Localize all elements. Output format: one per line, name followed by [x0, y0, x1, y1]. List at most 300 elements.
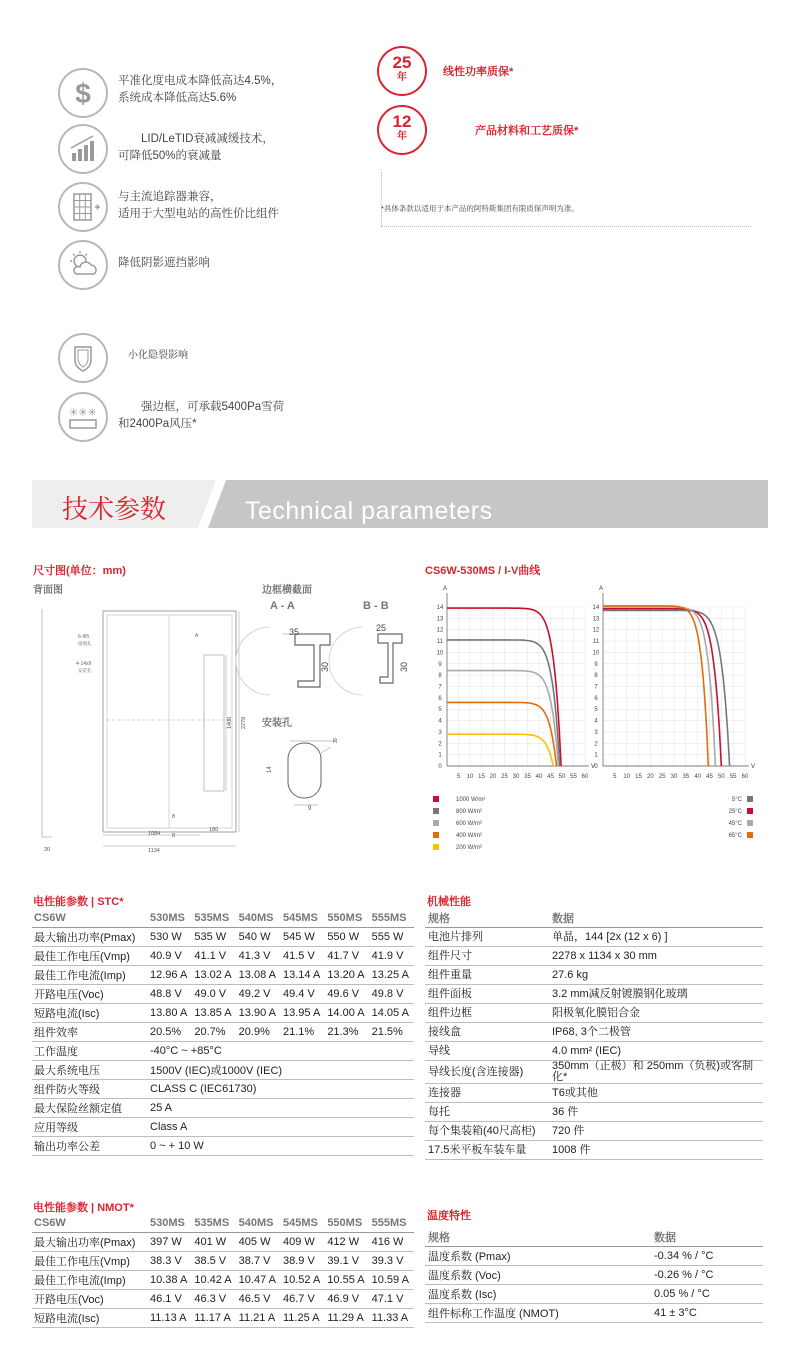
table-row	[425, 1304, 763, 1323]
column-header: 550MS	[325, 909, 369, 928]
temp-table	[425, 1228, 763, 1323]
row-label: 电池片排列	[425, 928, 549, 947]
y-tick-label: 4	[594, 718, 598, 725]
table-cell: 41.5 V	[281, 947, 325, 966]
table-row	[32, 985, 414, 1004]
row-label: 最佳工作电流(Imp)	[32, 966, 148, 985]
legend-swatch-temp	[747, 820, 753, 826]
table-cell: 单晶，144 [2x (12 x 6) ]	[549, 928, 763, 947]
y-tick-label: 14	[436, 605, 444, 611]
table-cell: 13.90 A	[237, 1004, 281, 1023]
bar-chart-icon	[58, 124, 108, 174]
legend-label-irr: 600 W/m²	[456, 821, 483, 827]
dims-bb-label: B - B	[363, 600, 389, 612]
table-cell: 38.7 V	[237, 1252, 281, 1271]
table-cell: 21.5%	[370, 1023, 414, 1042]
table-cell: 535 W	[192, 928, 236, 947]
table-cell: 11.21 A	[237, 1309, 281, 1328]
note-d1b: 接地孔	[78, 641, 92, 646]
table-cell: 38.9 V	[281, 1252, 325, 1271]
table-row	[32, 1309, 414, 1328]
table-row	[32, 1252, 414, 1271]
row-label: 开路电压(Voc)	[32, 985, 148, 1004]
table-row	[425, 1004, 763, 1023]
table-row	[425, 1084, 763, 1103]
row-label: 工作温度	[32, 1042, 148, 1061]
dim-hole-9: 9	[308, 806, 312, 812]
note-d1: 6-Φ5	[78, 634, 90, 640]
section-banner	[32, 480, 768, 528]
shield-icon	[58, 333, 108, 383]
legend-label-irr: 1000 W/m²	[456, 797, 486, 803]
table-header-row	[32, 1214, 414, 1233]
column-header: 数据	[549, 909, 763, 928]
dim-1400: 1400	[227, 716, 233, 729]
legend-label-irr: 200 W/m²	[456, 845, 483, 851]
legend-swatch-irr	[433, 820, 439, 826]
nmot-table	[32, 1214, 414, 1328]
column-header: 535MS	[192, 1214, 236, 1233]
row-label: 连接器	[425, 1084, 549, 1103]
x-tick-label: 25	[501, 774, 508, 780]
table-cell: 530 W	[148, 928, 192, 947]
table-cell: 46.3 V	[192, 1290, 236, 1309]
column-header: 540MS	[237, 909, 281, 928]
banner-title-cn: 技术参数	[62, 495, 167, 525]
row-label: 温度系数 (Isc)	[425, 1285, 651, 1304]
table-cell: 397 W	[148, 1233, 192, 1252]
table-row	[32, 1233, 414, 1252]
table-cell: 405 W	[237, 1233, 281, 1252]
table-header-row	[425, 1228, 763, 1247]
table-cell: 11.13 A	[148, 1309, 192, 1328]
column-header: 规格	[425, 909, 549, 928]
dims-hole-label: 安装孔	[262, 718, 292, 729]
row-label: 温度系数 (Voc)	[425, 1266, 651, 1285]
table-cell: 46.5 V	[237, 1290, 281, 1309]
snow-frame-icon	[58, 392, 108, 442]
row-label: 短路电流(Isc)	[32, 1309, 148, 1328]
row-label: 温度系数 (Pmax)	[425, 1247, 651, 1266]
table-cell: 46.9 V	[325, 1290, 369, 1309]
column-header: 555MS	[370, 909, 414, 928]
y-tick-label: 8	[594, 673, 598, 680]
table-cell: 20.9%	[237, 1023, 281, 1042]
table-cell: 416 W	[370, 1233, 414, 1252]
x-tick-label: 35	[524, 774, 531, 780]
row-label: 导线	[425, 1042, 549, 1061]
row-label: 组件边框	[425, 1004, 549, 1023]
table-cell: 1008 件	[549, 1141, 763, 1160]
table-cell: Class A	[148, 1118, 414, 1137]
table-cell: 1500V (IEC)或1000V (IEC)	[148, 1061, 414, 1080]
table-header-row	[425, 909, 763, 928]
x-tick-label: 60	[741, 774, 749, 780]
table-cell: 11.17 A	[192, 1309, 236, 1328]
legend-swatch-temp	[747, 808, 753, 814]
table-row	[425, 966, 763, 985]
y-unit-label: A	[598, 586, 604, 592]
x-tick-label: 5	[613, 774, 617, 780]
dollar-icon	[58, 68, 108, 118]
table-cell: 12.96 A	[148, 966, 192, 985]
dims-aa-label: A - A	[270, 600, 295, 612]
row-label: 组件防火等级	[32, 1080, 148, 1099]
legend-swatch-temp	[747, 832, 753, 838]
y-tick-label: 10	[436, 650, 444, 657]
feature-text-6: 强边框，可承载5400Pa雪荷 和2400Pa风压*	[118, 401, 285, 430]
table-cell: 20.7%	[192, 1023, 236, 1042]
legend-swatch-irr	[433, 844, 439, 850]
y-tick-label: 7	[594, 684, 598, 691]
table-cell: 2278 x 1134 x 30 mm	[549, 947, 763, 966]
table-row	[32, 1118, 414, 1137]
x-tick-label: 40	[535, 774, 543, 780]
table-cell: 4.0 mm² (IEC)	[549, 1042, 763, 1061]
table-cell: 13.08 A	[237, 966, 281, 985]
table-cell: 46.1 V	[148, 1290, 192, 1309]
dim-bb-25: 25	[376, 623, 387, 633]
legend-swatch-temp	[747, 796, 753, 802]
table-row	[32, 1042, 414, 1061]
row-label: 接线盒	[425, 1023, 549, 1042]
dimension-drawing	[30, 605, 420, 860]
table-cell: -40°C ~ +85°C	[148, 1042, 414, 1061]
table-row	[32, 1099, 414, 1118]
y-tick-label: 1	[594, 752, 598, 759]
row-label: 组件效率	[32, 1023, 148, 1042]
sun-cloud-icon	[58, 240, 108, 290]
table-cell: 13.95 A	[281, 1004, 325, 1023]
x-tick-label: 45	[706, 774, 713, 780]
table-cell: 38.5 V	[192, 1252, 236, 1271]
dim-hole-14: 14	[267, 766, 273, 773]
x-tick-label: 40	[694, 774, 702, 780]
dim-1134: 1134	[148, 848, 160, 854]
table-cell: 10.55 A	[325, 1271, 369, 1290]
table-cell: 阳极氧化膜铝合金	[549, 1004, 763, 1023]
table-cell: 48.8 V	[148, 985, 192, 1004]
warranty-note-underline	[381, 226, 751, 227]
y-tick-label: 12	[592, 627, 600, 634]
table-row	[32, 1271, 414, 1290]
column-header: 530MS	[148, 909, 192, 928]
table-cell: 10.38 A	[148, 1271, 192, 1290]
dim-2278: 2278	[241, 716, 247, 729]
x-tick-label: 15	[635, 774, 642, 780]
row-label: 组件尺寸	[425, 947, 549, 966]
x-tick-label: 5	[456, 774, 461, 780]
column-header: 数据	[651, 1228, 763, 1247]
table-row	[425, 1023, 763, 1042]
legend-swatch-irr	[433, 808, 439, 814]
table-row	[425, 1141, 763, 1160]
table-cell: 49.0 V	[192, 985, 236, 1004]
feature-text-4: 降低阴影遮挡影响	[118, 257, 210, 269]
row-label: 开路电压(Voc)	[32, 1290, 148, 1309]
table-cell: 409 W	[281, 1233, 325, 1252]
row-label: 17.5米平板车装车量	[425, 1141, 549, 1160]
y-tick-label: 14	[592, 605, 600, 611]
feature-text-1: 平准化度电成本降低高达4.5%， 系统成本降低高达5.6%	[118, 75, 283, 104]
row-label: 组件重量	[425, 966, 549, 985]
row-label: 组件标称工作温度 (NMOT)	[425, 1304, 651, 1323]
table-row	[32, 1023, 414, 1042]
legend-swatch-irr	[433, 796, 439, 802]
dims-frame-label: 边框横截面	[262, 585, 312, 596]
column-header: 535MS	[192, 909, 236, 928]
table-row	[425, 985, 763, 1004]
y-tick-label: 11	[592, 639, 600, 646]
y-tick-label: 5	[438, 707, 442, 714]
table-cell: CLASS C (IEC61730)	[148, 1080, 414, 1099]
table-row	[425, 1122, 763, 1141]
y-tick-label: 4	[438, 718, 442, 725]
table-cell: 41.3 V	[237, 947, 281, 966]
label-b2: B	[172, 833, 176, 839]
table-header-row	[32, 909, 414, 928]
iv-title: CS6W-530MS / I-V曲线	[425, 565, 541, 577]
legend-label-temp: 65°C	[728, 833, 742, 839]
y-tick-label: 13	[592, 616, 600, 623]
table-cell: 10.47 A	[237, 1271, 281, 1290]
table-cell: 49.8 V	[370, 985, 414, 1004]
y-tick-label: 0	[594, 764, 598, 770]
column-header: CS6W	[32, 909, 148, 928]
table-cell: T6或其他	[549, 1084, 763, 1103]
table-cell: 14.05 A	[370, 1004, 414, 1023]
y-tick-label: 12	[436, 627, 444, 634]
table-cell: 41 ± 3°C	[651, 1304, 763, 1323]
y-tick-label: 13	[436, 616, 444, 623]
table-cell: 11.33 A	[370, 1309, 414, 1328]
table-cell: 41.7 V	[325, 947, 369, 966]
table-cell: 49.2 V	[237, 985, 281, 1004]
svg-text:$: $	[75, 78, 91, 109]
row-label: 最大输出功率(Pmax)	[32, 928, 148, 947]
dim-1084: 1084	[148, 831, 161, 837]
legend-swatch-irr	[433, 832, 439, 838]
table-cell: 20.5%	[148, 1023, 192, 1042]
table-row	[32, 1080, 414, 1099]
table-cell: 545 W	[281, 928, 325, 947]
x-tick-label: 25	[658, 774, 666, 780]
y-tick-label: 5	[594, 707, 598, 714]
stc-title: 电性能参数 | STC*	[33, 896, 124, 908]
table-cell: 412 W	[325, 1233, 369, 1252]
table-cell: 350mm（正极）和 250mm（负极)或客制化*	[549, 1061, 763, 1084]
table-cell: 13.25 A	[370, 966, 414, 985]
legend-label-temp: 5°C	[731, 797, 742, 803]
feature-text-5: 小化隐裂影响	[128, 350, 188, 361]
row-label: 组件面板	[425, 985, 549, 1004]
note-d2b: 安装孔	[78, 668, 92, 673]
y-tick-label: 6	[438, 695, 442, 702]
dim-aa-35: 35	[289, 627, 300, 637]
legend-label-irr: 800 W/m²	[456, 809, 483, 815]
iv-chart	[420, 578, 775, 863]
dim-bb-30: 30	[399, 661, 409, 672]
nmot-title: 电性能参数 | NMOT*	[33, 1202, 134, 1214]
solar-panel-icon	[58, 182, 108, 232]
table-cell: 10.59 A	[370, 1271, 414, 1290]
table-cell: 13.20 A	[325, 966, 369, 985]
feature-text-2: LID/LeTID衰减减缓技术， 可降低50%的衰减量	[118, 133, 274, 162]
table-cell: 49.6 V	[325, 985, 369, 1004]
feature-text-3: 与主流追踪器兼容， 适用于大型电站的高性价比组件	[118, 191, 279, 220]
table-cell: 39.3 V	[370, 1252, 414, 1271]
x-unit-label: V	[590, 764, 596, 770]
table-row	[32, 1004, 414, 1023]
dim-30: 30	[44, 847, 51, 853]
table-row	[32, 947, 414, 966]
table-cell: IP68, 3个二极管	[549, 1023, 763, 1042]
y-tick-label: 9	[438, 661, 442, 668]
table-cell: -0.34 % / °C	[651, 1247, 763, 1266]
row-label: 导线长度(含连接器)	[425, 1061, 549, 1084]
y-tick-label: 2	[438, 741, 442, 748]
table-cell: 40.9 V	[148, 947, 192, 966]
y-tick-label: 9	[594, 661, 598, 668]
row-label: 每个集装箱(40尺高柜)	[425, 1122, 549, 1141]
table-cell: 13.85 A	[192, 1004, 236, 1023]
label-a-top: A	[195, 633, 199, 639]
table-cell: 41.1 V	[192, 947, 236, 966]
column-header: 530MS	[148, 1214, 192, 1233]
table-cell: 13.02 A	[192, 966, 236, 985]
table-cell: 555 W	[370, 928, 414, 947]
row-label: 输出功率公差	[32, 1137, 148, 1156]
warranty-divider	[381, 172, 382, 226]
table-cell: 36 件	[549, 1103, 763, 1122]
warranty-badge-12: 12 年	[377, 105, 427, 155]
x-tick-label: 45	[547, 774, 554, 780]
column-header: 545MS	[281, 909, 325, 928]
x-tick-label: 10	[623, 774, 631, 780]
y-unit-label: A	[442, 586, 448, 592]
legend-label-temp: 25°C	[728, 809, 742, 815]
row-label: 最大系统电压	[32, 1061, 148, 1080]
table-cell: 540 W	[237, 928, 281, 947]
y-tick-label: 6	[594, 695, 598, 702]
warranty-label-2: 产品材料和工艺质保*	[475, 125, 579, 137]
warranty-badge-25: 25 年	[377, 46, 427, 96]
x-tick-label: 50	[717, 774, 725, 780]
label-b-bottom: B	[172, 814, 176, 820]
x-unit-label: V	[750, 764, 756, 770]
row-label: 每托	[425, 1103, 549, 1122]
table-row	[32, 1061, 414, 1080]
row-label: 最佳工作电流(Imp)	[32, 1271, 148, 1290]
table-cell: 11.25 A	[281, 1309, 325, 1328]
legend-label-irr: 400 W/m²	[456, 833, 483, 839]
mech-title: 机械性能	[427, 896, 471, 908]
table-cell: 10.52 A	[281, 1271, 325, 1290]
table-row	[425, 928, 763, 947]
table-cell: 46.7 V	[281, 1290, 325, 1309]
row-label: 短路电流(Isc)	[32, 1004, 148, 1023]
y-tick-label: 7	[438, 684, 442, 691]
table-cell: 720 件	[549, 1122, 763, 1141]
table-cell: 550 W	[325, 928, 369, 947]
x-tick-label: 55	[570, 774, 577, 780]
column-header: CS6W	[32, 1214, 148, 1233]
table-row	[425, 947, 763, 966]
row-label: 最佳工作电压(Vmp)	[32, 947, 148, 966]
legend-label-temp: 45°C	[728, 821, 742, 827]
x-tick-label: 50	[558, 774, 566, 780]
table-cell: 11.29 A	[325, 1309, 369, 1328]
table-cell: 21.1%	[281, 1023, 325, 1042]
x-tick-label: 20	[489, 774, 497, 780]
table-row	[425, 1247, 763, 1266]
x-tick-label: 60	[581, 774, 589, 780]
iv-curve-0-4	[447, 734, 553, 766]
table-row	[32, 1137, 414, 1156]
table-cell: 0.05 % / °C	[651, 1285, 763, 1304]
dim-180: 180	[209, 827, 219, 833]
table-row	[425, 1266, 763, 1285]
table-cell: 41.9 V	[370, 947, 414, 966]
table-row	[425, 1285, 763, 1304]
table-cell: 21.3%	[325, 1023, 369, 1042]
x-tick-label: 35	[682, 774, 690, 780]
warranty-note: *具体条款以适用于本产品的阿特斯集团有限质保声明为准。	[381, 204, 579, 213]
y-tick-label: 2	[594, 741, 598, 748]
y-tick-label: 1	[438, 752, 442, 759]
table-cell: 38.3 V	[148, 1252, 192, 1271]
x-tick-label: 30	[670, 774, 678, 780]
stc-table	[32, 909, 414, 1156]
table-row	[32, 1290, 414, 1309]
column-header: 540MS	[237, 1214, 281, 1233]
table-row	[32, 928, 414, 947]
table-row	[425, 1103, 763, 1122]
row-label: 最佳工作电压(Vmp)	[32, 1252, 148, 1271]
column-header: 555MS	[370, 1214, 414, 1233]
x-tick-label: 20	[646, 774, 654, 780]
temp-title: 温度特性	[427, 1210, 471, 1222]
table-cell: 14.00 A	[325, 1004, 369, 1023]
row-label: 最大保险丝额定值	[32, 1099, 148, 1118]
panel-outline	[103, 611, 236, 832]
svg-text:✳✳✳: ✳✳✳	[69, 407, 97, 419]
row-label: 应用等级	[32, 1118, 148, 1137]
table-cell: 27.6 kg	[549, 966, 763, 985]
table-row	[425, 1061, 763, 1084]
table-cell: 39.1 V	[325, 1252, 369, 1271]
table-cell: -0.26 % / °C	[651, 1266, 763, 1285]
x-tick-label: 15	[478, 774, 485, 780]
dim-aa-30: 30	[320, 661, 330, 672]
warranty-label-1: 线性功率质保*	[443, 66, 514, 78]
table-cell: 49.4 V	[281, 985, 325, 1004]
x-tick-label: 55	[729, 774, 737, 780]
table-cell: 13.14 A	[281, 966, 325, 985]
table-row	[425, 1042, 763, 1061]
banner-title-en: Technical parameters	[245, 497, 493, 525]
table-cell: 10.42 A	[192, 1271, 236, 1290]
column-header: 550MS	[325, 1214, 369, 1233]
iv-curve-0-2	[447, 671, 558, 766]
x-tick-label: 30	[512, 774, 520, 780]
table-row	[32, 966, 414, 985]
row-label: 最大输出功率(Pmax)	[32, 1233, 148, 1252]
table-cell: 13.80 A	[148, 1004, 192, 1023]
column-header: 545MS	[281, 1214, 325, 1233]
y-tick-label: 0	[438, 764, 442, 770]
table-cell: 401 W	[192, 1233, 236, 1252]
